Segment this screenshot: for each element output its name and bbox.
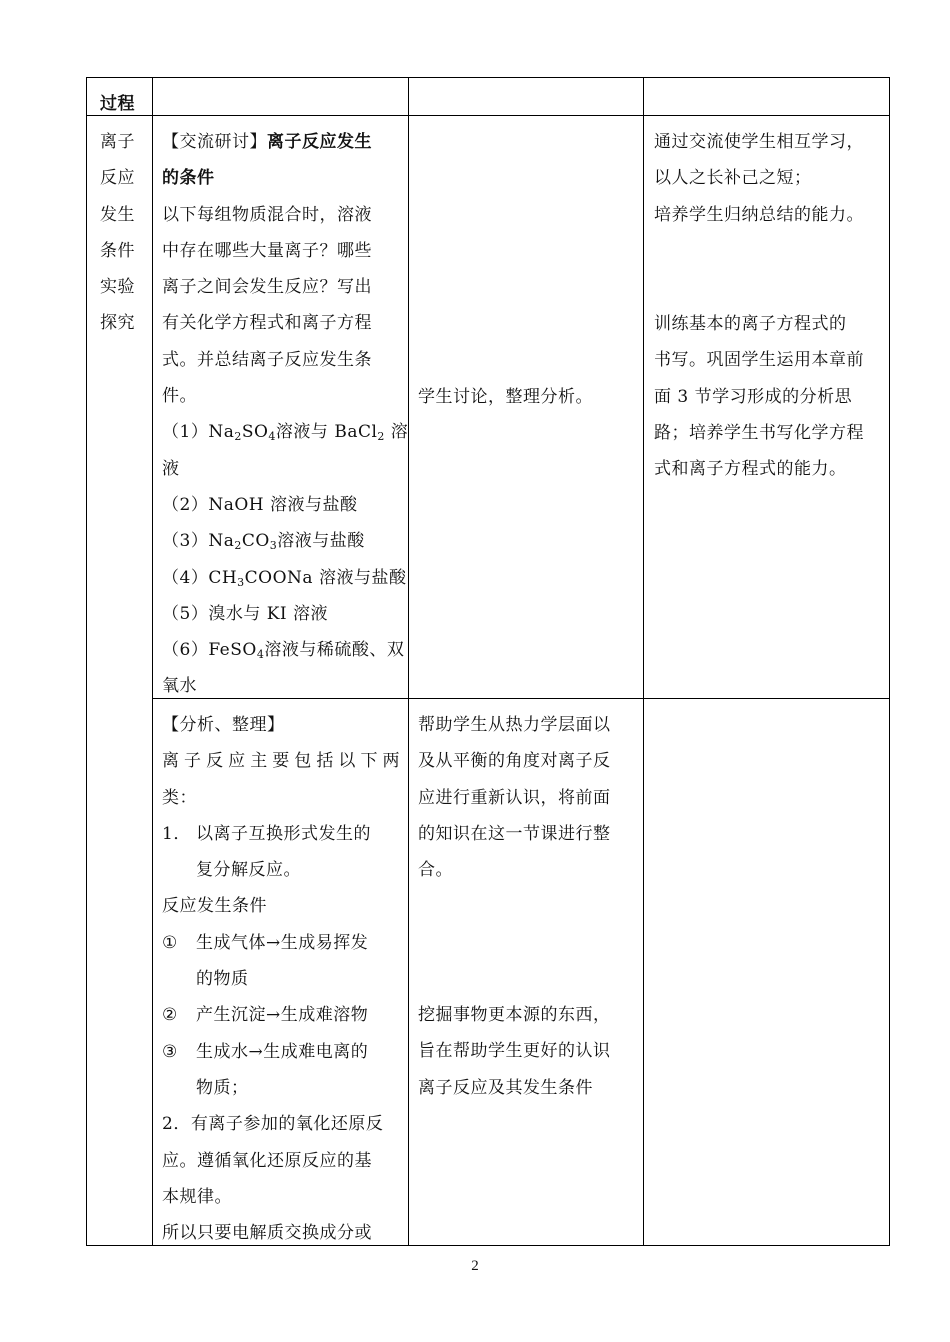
intent-line: 培养学生归纳总结的能力。 — [654, 204, 864, 225]
table-border-right — [889, 77, 890, 1246]
design-intent-1 — [654, 124, 884, 233]
activity-line: 合。 — [418, 860, 453, 881]
condition-3-text-cont: 物质； — [196, 1077, 249, 1098]
experiment-item-1-cont: 液 — [162, 458, 180, 479]
condition-title: 反应发生条件 — [162, 896, 267, 917]
activity-line: 旨在帮助学生更好的认识 — [418, 1041, 611, 1062]
student-activity-1: 学生讨论，整理分析。 — [418, 387, 593, 407]
activity-title-cont: 的条件 — [162, 168, 215, 189]
design-intent-2 — [654, 306, 884, 487]
condition-2-text: 产生沉淀→生成难溶物 — [196, 1005, 369, 1026]
intent-line: 以人之长补己之短； — [654, 168, 812, 189]
condition-3-text: 生成水→生成难电离的 — [196, 1041, 369, 1062]
stage-label-line: 发生 — [100, 204, 135, 225]
activity-title: 离子反应发生 — [267, 132, 372, 152]
intro-line: 类： — [162, 787, 197, 808]
type2-line: 应。遵循氧化还原反应的基 — [162, 1150, 372, 1171]
experiment-item-1: $(1)Na_2SO_4$溶液与 BaCl$_2$ 溶 — [162, 422, 409, 444]
intent-line: 训练基本的离子方程式的 — [654, 314, 847, 334]
summary-line: 所以只要电解质交换成分或 — [162, 1223, 372, 1244]
activity-line: 帮助学生从热力学层面以 — [418, 715, 611, 735]
condition-1-text-cont: 的物质 — [196, 969, 249, 990]
stage-label-line: 反应 — [100, 168, 135, 189]
prompt-line: 中存在哪些大量离子？哪些 — [162, 240, 372, 261]
col-divider-2 — [408, 77, 409, 1246]
experiment-item-6: （6）FeSO$_4$溶液与稀硫酸、双 — [162, 640, 405, 662]
activity-line: 的知识在这一节课进行整 — [418, 823, 611, 844]
analysis-title: 【分析、整理】 — [162, 715, 285, 735]
experiment-item-6-cont: 氧水 — [162, 676, 197, 697]
prompt-line: 件。 — [162, 386, 197, 407]
activity-line: 及从平衡的角度对离子反 — [418, 751, 611, 772]
type1-number: 1． — [162, 823, 191, 844]
teacher-activity-1 — [162, 124, 409, 705]
student-activity-3 — [418, 997, 640, 1106]
intent-line: 式和离子方程式的能力。 — [654, 459, 847, 480]
intro-line: 离子反应主要包括以下两 — [162, 751, 400, 772]
type1-text-cont: 复分解反应。 — [196, 860, 301, 881]
student-activity-2 — [418, 707, 640, 888]
condition-3-number: ③ — [162, 1041, 178, 1062]
type2-line: 本规律。 — [162, 1186, 232, 1207]
activity-line: 应进行重新认识，将前面 — [418, 787, 611, 808]
experiment-item-5: （5）溴水与 KI 溶液 — [162, 603, 329, 624]
intent-line: 书写。巩固学生运用本章前 — [654, 350, 864, 371]
type1-text: 以离子互换形式发生的 — [196, 823, 371, 844]
activity-line: 离子反应及其发生条件 — [418, 1077, 593, 1098]
intent-line: 面 3 节学习形成的分析思 — [654, 386, 853, 407]
stage-label-line: 条件 — [100, 240, 135, 261]
intent-line: 路；培养学生书写化学方程 — [654, 422, 864, 443]
row-divider-1 — [86, 115, 890, 116]
experiment-item-3: $(3)Na_2CO_3$溶液与盐酸 — [162, 531, 365, 553]
prompt-line: 离子之间会发生反应？写出 — [162, 277, 372, 298]
prompt-line: 以下每组物质混合时，溶液 — [162, 204, 372, 225]
stage-label-line: 探究 — [100, 313, 135, 334]
teacher-activity-2 — [162, 707, 400, 1251]
condition-1-text: 生成气体→生成易挥发 — [196, 932, 369, 953]
stage-label-line: 离子 — [100, 132, 135, 152]
condition-2-number: ② — [162, 1005, 178, 1026]
type2-line: 2．有离子参加的氧化还原反 — [162, 1114, 384, 1135]
prompt-line: 式。并总结离子反应发生条 — [162, 349, 372, 370]
prompt-line: 有关化学方程式和离子方程 — [162, 313, 372, 334]
experiment-item-2: （2）NaOH 溶液与盐酸 — [162, 494, 358, 515]
intent-line: 通过交流使学生相互学习， — [654, 132, 864, 152]
stage-label-line: 实验 — [100, 277, 135, 298]
col-divider-3 — [643, 77, 644, 1246]
col-divider-1 — [152, 77, 153, 1246]
table-border-top — [86, 77, 890, 78]
lesson-plan-table — [86, 77, 890, 1246]
page-number: 2 — [471, 1258, 479, 1274]
table-border-left — [86, 77, 87, 1246]
header-process-label: 过程 — [100, 94, 135, 114]
activity-title-bracket: 【交流研讨】 — [162, 132, 267, 152]
condition-1-number: ① — [162, 932, 178, 953]
activity-line: 挖掘事物更本源的东西， — [418, 1005, 611, 1025]
experiment-item-4: $(4)CH_3COONa$ 溶液与盐酸 — [162, 567, 407, 589]
stage-label — [100, 124, 142, 342]
